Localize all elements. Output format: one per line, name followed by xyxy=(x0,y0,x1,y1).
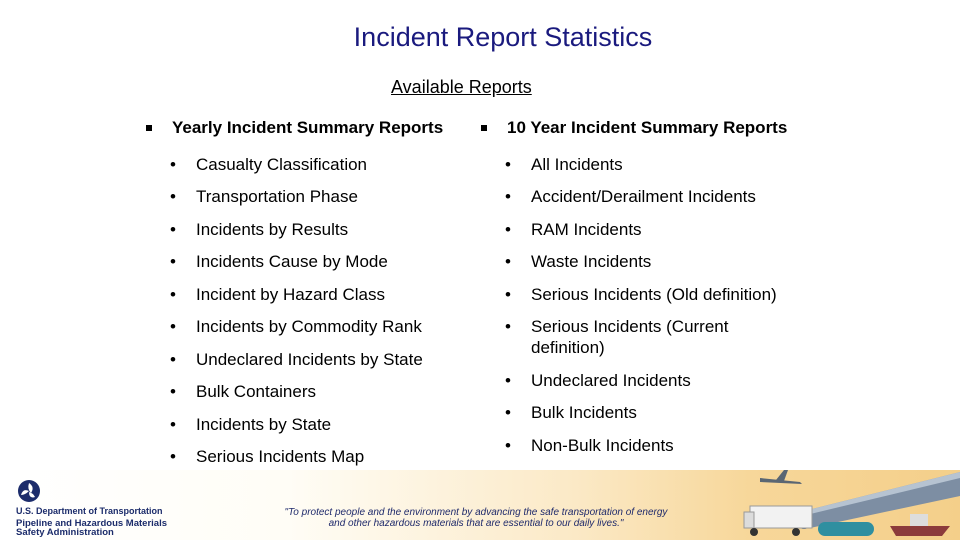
bullet-icon: • xyxy=(170,382,176,401)
ten-year-reports-column xyxy=(481,118,821,456)
bullet-icon: • xyxy=(505,370,511,390)
list-item-label: Serious Incidents (Current definition) xyxy=(531,317,729,357)
yearly-reports-column xyxy=(146,118,466,467)
bullet-icon: • xyxy=(505,219,511,239)
bullet-icon: • xyxy=(505,252,511,271)
transportation-collage-icon xyxy=(740,462,960,540)
yearly-reports-list xyxy=(146,154,466,468)
list-item xyxy=(146,154,466,175)
list-item-label: Serious Incidents Map xyxy=(196,447,365,466)
list-item-label: Waste Incidents xyxy=(531,252,652,271)
list-item-label: Incidents by State xyxy=(196,414,332,434)
list-item xyxy=(481,219,821,240)
slide-title: Incident Report Statistics xyxy=(353,22,653,52)
mission-quote-line1: "To protect people and the environment by advancing the safe transportation of energy xyxy=(284,507,668,518)
list-item-label: Incident by Hazard Class xyxy=(196,284,385,304)
bullet-icon: • xyxy=(505,187,511,206)
list-item xyxy=(146,251,466,272)
agency-name: U.S. Department of Transportation xyxy=(16,506,163,516)
dot-triskelion-logo-icon xyxy=(13,479,45,503)
list-item xyxy=(481,435,821,456)
list-item xyxy=(146,349,466,370)
bullet-icon: • xyxy=(170,284,176,304)
ten-year-reports-heading xyxy=(481,118,821,142)
list-item xyxy=(481,284,821,305)
yearly-reports-heading xyxy=(146,118,466,142)
list-item-label: Accident/Derailment Incidents xyxy=(531,187,756,206)
list-item-label: Incidents Cause by Mode xyxy=(196,252,388,271)
list-item-label: Incidents by Results xyxy=(196,219,349,239)
bullet-icon: • xyxy=(505,403,511,422)
list-item xyxy=(146,414,466,435)
yearly-reports-heading-label: Yearly Incident Summary Reports xyxy=(172,118,444,137)
bullet-icon: • xyxy=(505,284,511,304)
list-item-label: RAM Incidents xyxy=(531,219,642,239)
bullet-icon: • xyxy=(170,447,176,466)
slide-subtitle: Available Reports xyxy=(391,77,532,97)
list-item xyxy=(146,316,466,337)
list-item xyxy=(481,154,821,175)
bullet-icon: • xyxy=(505,435,511,455)
square-bullet-icon xyxy=(481,125,487,131)
mission-quote xyxy=(236,507,716,529)
bullet-icon: • xyxy=(170,252,176,271)
bullet-icon: • xyxy=(170,317,176,336)
list-item-label: Transportation Phase xyxy=(196,187,358,206)
bullet-icon: • xyxy=(505,317,511,336)
bullet-icon: • xyxy=(170,154,176,174)
ten-year-reports-list xyxy=(481,154,821,456)
list-item xyxy=(481,316,771,358)
list-item-label: All Incidents xyxy=(531,154,623,174)
list-item-label: Undeclared Incidents xyxy=(531,370,691,390)
list-item xyxy=(146,284,466,305)
bullet-icon: • xyxy=(505,154,511,174)
bullet-icon: • xyxy=(170,219,176,239)
square-bullet-icon xyxy=(146,125,152,131)
bullet-icon: • xyxy=(170,414,176,434)
list-item xyxy=(146,446,466,467)
list-item-label: Undeclared Incidents by State xyxy=(196,349,423,369)
ten-year-reports-heading-label: 10 Year Incident Summary Reports xyxy=(507,118,788,137)
list-item-label: Non-Bulk Incidents xyxy=(531,435,674,455)
list-item-label: Incidents by Commodity Rank xyxy=(196,317,422,336)
list-item xyxy=(481,186,821,207)
list-item xyxy=(146,186,466,207)
bullet-icon: • xyxy=(170,349,176,369)
list-item xyxy=(481,370,821,391)
list-item-label: Serious Incidents (Old definition) xyxy=(531,284,777,304)
list-item xyxy=(146,219,466,240)
list-item-label: Casualty Classification xyxy=(196,154,368,174)
bullet-icon: • xyxy=(170,187,176,206)
org-name-line2: Safety Administration xyxy=(16,527,114,538)
list-item xyxy=(481,251,821,272)
list-item xyxy=(146,381,466,402)
list-item xyxy=(481,402,821,423)
list-item-label: Bulk Incidents xyxy=(531,403,637,422)
org-name-line1: Pipeline and Hazardous Materials xyxy=(16,518,167,529)
list-item-label: Bulk Containers xyxy=(196,382,317,401)
mission-quote-line2: and other hazardous materials that are essential to our daily lives." xyxy=(328,518,624,529)
